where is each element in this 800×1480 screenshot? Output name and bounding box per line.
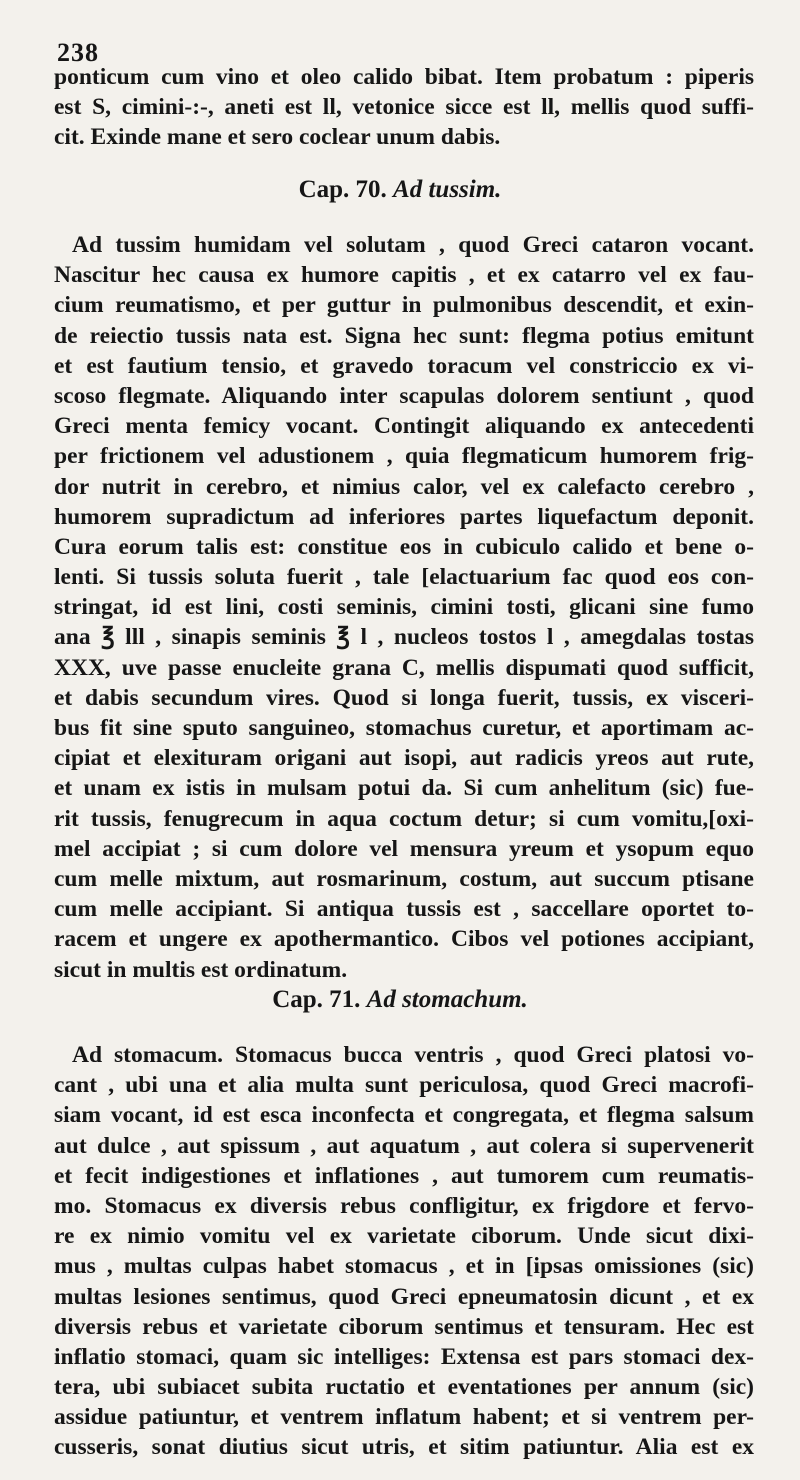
text-line: et est fautium tensio, et gravedo toracum vel constriccio ex vi-	[54, 352, 754, 379]
text-line: et fecit indigestiones et inflationes , aut tumorem cum reumatis-	[54, 1162, 754, 1189]
text-line: tera, ubi subiacet subita ructatio et eventationes per annum (sic)	[54, 1374, 754, 1401]
text-line: re ex nimio vomitu vel ex varietate ciborum. Unde sicut dixi-	[54, 1223, 754, 1250]
text-line: rit tussis, fenugrecum in aqua coctum detur; si cum vomitu,[oxi-	[54, 805, 754, 832]
page-number: 238	[57, 38, 99, 67]
chapter-71-text	[54, 1040, 754, 1463]
text-line: per frictionem vel adustionem , quia flegmaticum humorem frig-	[54, 443, 754, 470]
text-line: mo. Stomacus ex diversis rebus confligitur, ex frigdore et fervo-	[54, 1192, 754, 1219]
text-line: ponticum cum vino et oleo calido bibat. Item probatum : piperis	[54, 64, 754, 90]
text-line: ana ℥ lll , sinapis seminis ℥ l , nucleos tostos l , amegdalas tostas	[54, 624, 754, 651]
text-line: bus fit sine sputo sanguineo, stomachus curetur, et aportimam ac-	[54, 715, 754, 741]
text-line: cit. Exinde mane et sero coclear unum dabis.	[54, 124, 501, 151]
chapter-label: Cap. 71.	[272, 986, 361, 1013]
text-line: lenti. Si tussis soluta fuerit , tale [elactuarium fac quod eos con-	[54, 564, 754, 591]
text-line: mel accipiat ; si cum dolore vel mensura yreum et ysopum equo	[54, 835, 754, 862]
text-line: diversis rebus et varietate ciborum sentimus et tensuram. Hec est	[54, 1313, 754, 1340]
text-line: cum melle accipiant. Si antiqua tussis est , saccellare oportet to-	[54, 896, 754, 923]
text-line: Ad tussim humidam vel solutam , quod Greci cataron vocant.	[72, 232, 754, 258]
text-line: Cura eorum talis est: constitue eos in cubiculo calido et bene o-	[54, 533, 754, 560]
chapter-title: Ad stomachum.	[366, 986, 528, 1013]
text-line: cipiat et elexituram origani aut isopi, aut radicis yreos aut rute,	[54, 745, 754, 772]
text-line: aut dulce , aut spissum , aut aquatum , aut colera si supervenerit	[54, 1132, 754, 1159]
text-line: cium reumatismo, et per guttur in pulmonibus descendit, et exin-	[54, 292, 754, 319]
text-line: multas lesiones sentimus, quod Greci epneumatosin dicunt , et ex	[54, 1283, 754, 1310]
text-line: Ad stomacum. Stomacus bucca ventris , quod Greci platosi vo-	[72, 1042, 754, 1068]
text-line: inflatio stomaci, quam sic intelliges: Extensa est pars stomaci dex-	[54, 1343, 754, 1370]
text-line: stringat, id est lini, costi seminis, cimini tosti, glicani sine fumo	[54, 594, 754, 621]
text-line: et dabis secundum vires. Quod si longa fuerit, tussis, ex visceri-	[54, 684, 754, 711]
text-line: est S, cimini-:-, aneti est ll, vetonice sicce est ll, mellis quod suffi-	[54, 94, 754, 121]
text-line: dor nutrit in cerebro, et nimius calor, vel ex calefacto cerebro ,	[54, 473, 754, 500]
text-line: racem et ungere ex apothermantico. Cibos vel potiones accipiant,	[54, 926, 754, 953]
text-line: de reiectio tussis nata est. Signa hec sunt: flegma potius emitunt	[54, 322, 754, 349]
text-line: cum melle mixtum, aut rosmarinum, costum, aut succum ptisane	[54, 865, 754, 892]
continued-paragraph	[54, 62, 754, 153]
text-line: Greci menta femicy vocant. Contingit aliquando ex antecedenti	[54, 413, 754, 440]
text-line: cant , ubi una et alia multa sunt periculosa, quod Greci macrofi-	[54, 1072, 754, 1099]
chapter-70-text	[54, 230, 754, 985]
text-line: sicut in multis est ordinatum.	[54, 956, 348, 983]
text-line: et unam ex istis in mulsam potui da. Si cum anhelitum (sic) fue-	[54, 775, 754, 802]
text-line: siam vocant, id est esca inconfecta et congregata, et flegma salsum	[54, 1102, 754, 1129]
text-line: scoso flegmate. Aliquando inter scapulas dolorem sentiunt , quod	[54, 382, 754, 409]
chapter-label: Cap. 70.	[298, 176, 387, 203]
text-line: cusseris, sonat diutius sicut utris, et sitim patiuntur. Alia est ex	[54, 1434, 754, 1461]
chapter-71-heading	[0, 986, 800, 1014]
chapter-70-heading	[0, 176, 800, 204]
text-line: mus , multas culpas habet stomacus , et in [ipsas omissiones (sic)	[54, 1253, 754, 1280]
text-line: XXX, uve passe enucleite grana C, mellis dispumati quod sufficit,	[54, 654, 754, 681]
text-line: Nascitur hec causa ex humore capitis , et ex catarro vel ex fau-	[54, 262, 754, 289]
chapter-title: Ad tussim.	[393, 176, 502, 203]
text-line: humorem supradictum ad inferiores partes liquefactum deponit.	[54, 503, 754, 530]
text-line: assidue patiuntur, et ventrem inflatum habent; et si ventrem per-	[54, 1404, 754, 1431]
